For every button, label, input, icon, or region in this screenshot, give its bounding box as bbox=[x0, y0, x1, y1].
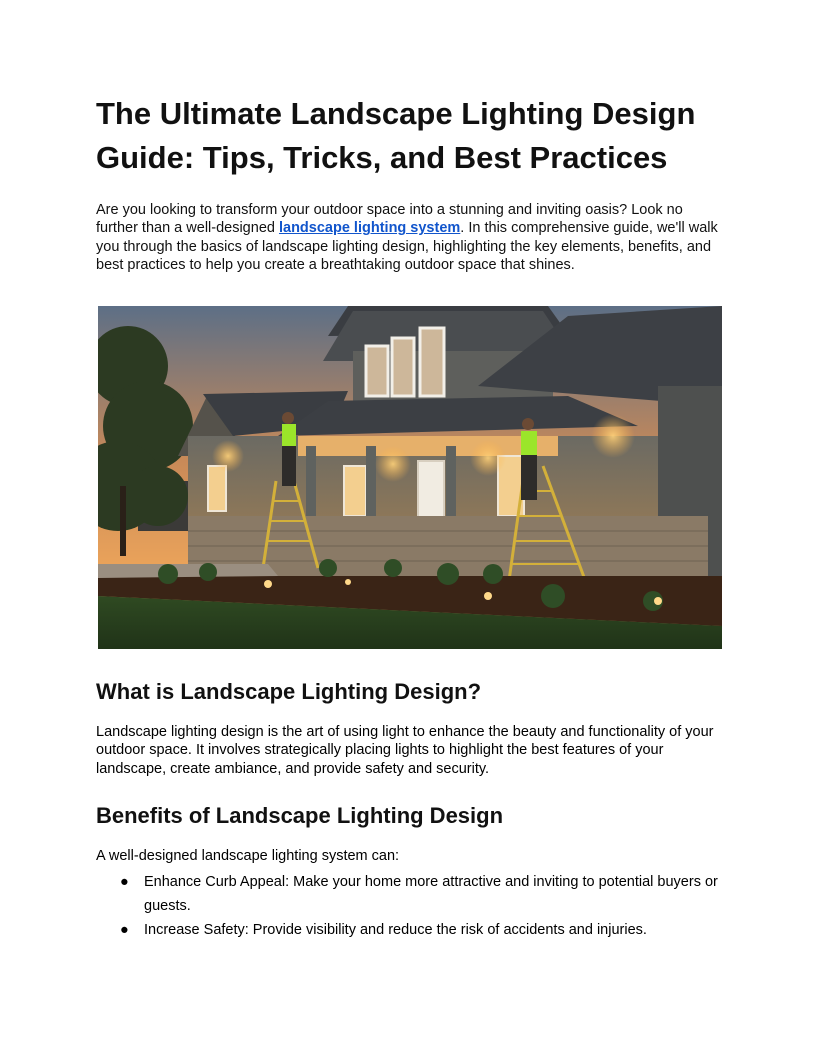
bullet-icon: ● bbox=[120, 874, 129, 890]
intro-text-after: . In this comprehensive guide, we'll walk you through the basics of landscape lighting design, highlighting the key elements, benefits, and best practices to help you create a breathtaking outdoor space that shines. bbox=[96, 220, 718, 274]
benefits-list bbox=[96, 870, 724, 942]
section-paragraph-what-is: Landscape lighting design is the art of using light to enhance the beauty and functionality of your outdoor space. It involves strategically placing lights to highlight the best features of your landscape, create ambiance, and provide safety and security. bbox=[96, 724, 714, 777]
benefit-text: Enhance Curb Appeal: Make your home more attractive and inviting to potential buyers or guests. bbox=[144, 874, 718, 914]
benefits-lead: A well-designed landscape lighting system can: bbox=[96, 848, 400, 864]
bullet-icon: ● bbox=[120, 922, 129, 938]
section-heading-benefits: Benefits of Landscape Lighting Design bbox=[96, 803, 504, 828]
intro-text-before: Are you looking to transform your outdoor space into a stunning and inviting oasis? Look no further than a well-designed bbox=[96, 202, 683, 237]
section-heading-what-is: What is Landscape Lighting Design? bbox=[96, 679, 482, 704]
list-item bbox=[96, 918, 724, 942]
landscape-lighting-link[interactable]: landscape lighting system bbox=[278, 220, 461, 237]
list-item bbox=[96, 870, 724, 918]
hero-image-house-lighting bbox=[98, 306, 722, 649]
intro-paragraph bbox=[96, 201, 722, 275]
page-title: The Ultimate Landscape Lighting Design Guide: Tips, Tricks, and Best Practices bbox=[96, 96, 696, 175]
benefit-text: Increase Safety: Provide visibility and reduce the risk of accidents and injuries. bbox=[144, 922, 647, 938]
